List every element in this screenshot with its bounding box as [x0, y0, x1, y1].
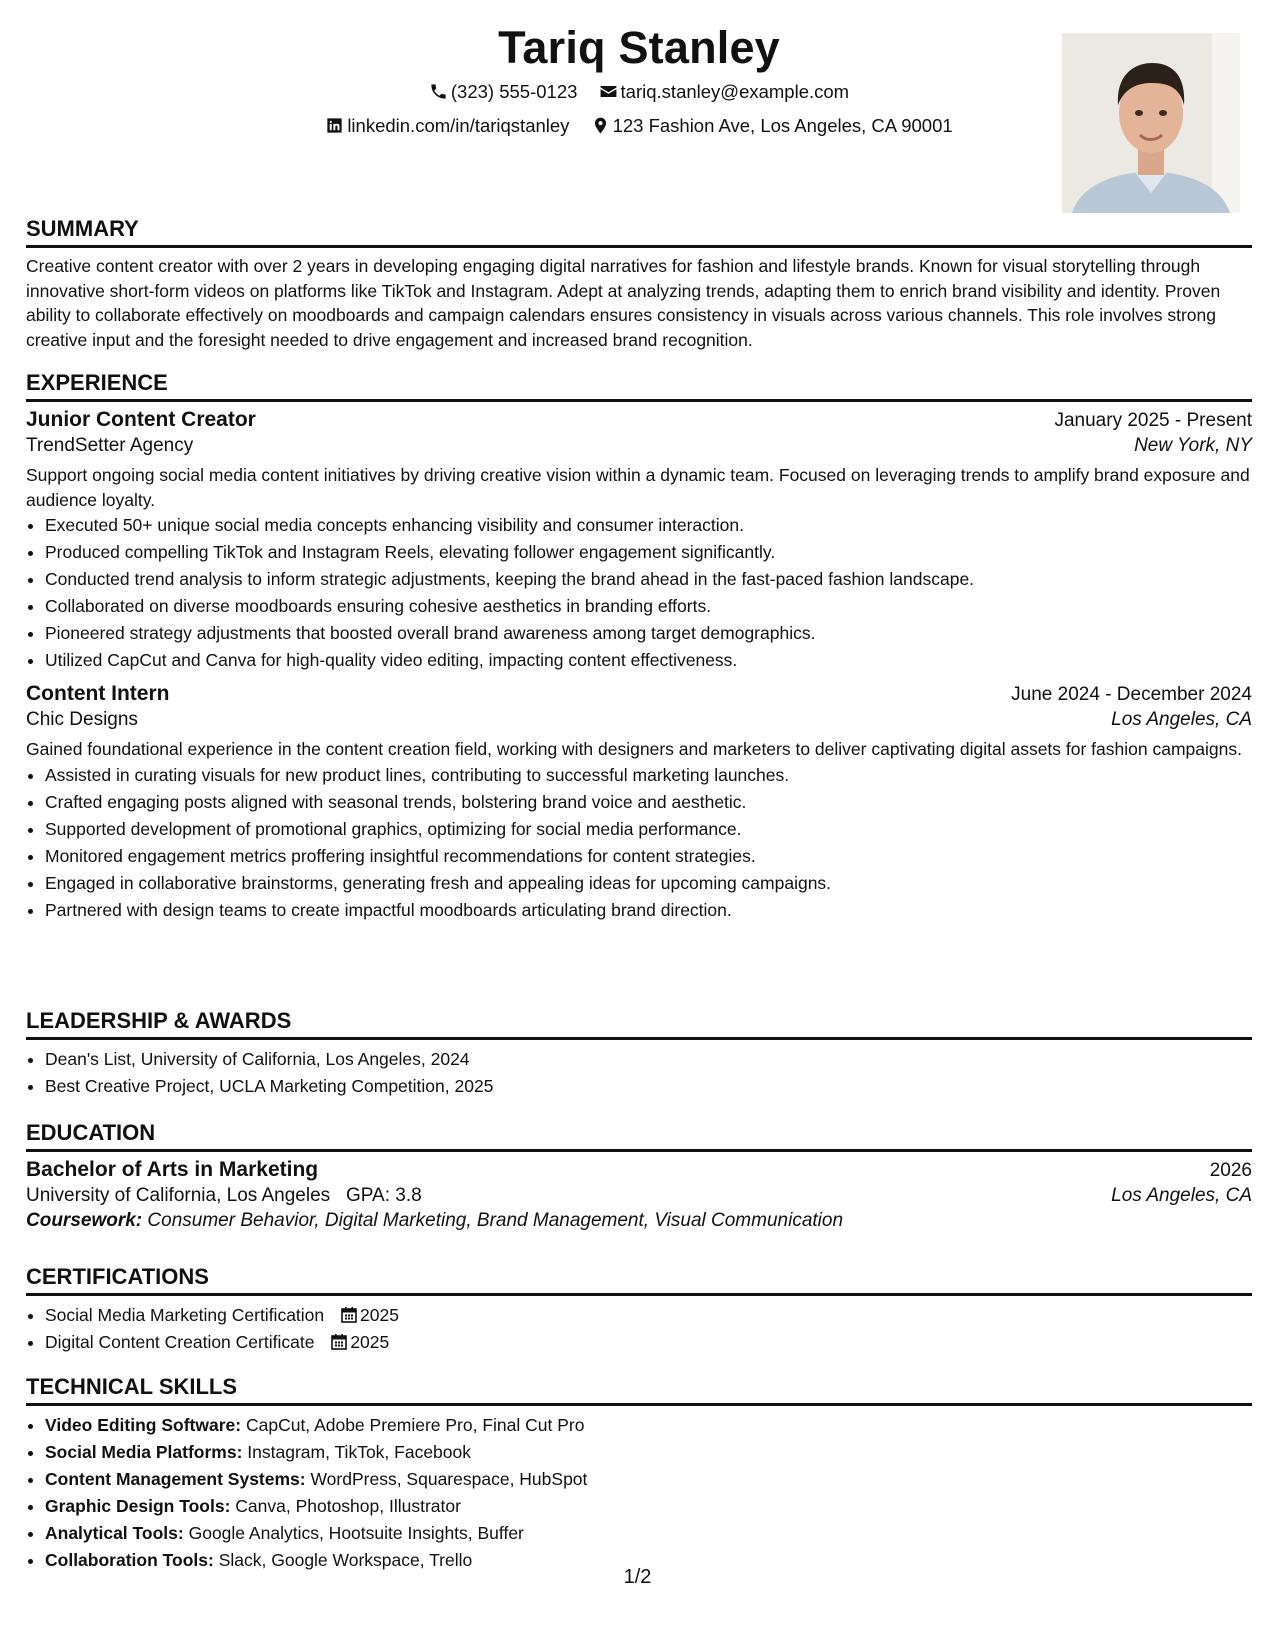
skill-label: Video Editing Software: — [45, 1415, 242, 1435]
list-item: • Produced compelling TikTok and Instagram Reels, elevating follower engagement significantly. — [45, 539, 1252, 566]
degree-title: Bachelor of Arts in Marketing — [26, 1158, 319, 1181]
list-item: • Executed 50+ unique social media concepts enhancing visibility and consumer interaction. — [45, 512, 1252, 539]
list-item — [45, 1329, 1252, 1356]
address-text: 123 Fashion Ave, Los Angeles, CA 90001 — [612, 115, 953, 136]
calendar-icon — [319, 1332, 350, 1352]
list-item: • Engaged in collaborative brainstorms, generating fresh and appealing ideas for upcoming campaigns. — [45, 870, 1252, 897]
list-item: • Assisted in curating visuals for new product lines, contributing to successful marketing launches. — [45, 762, 1252, 789]
skills-section — [26, 1372, 1252, 1574]
profile-photo — [1062, 33, 1240, 213]
map-pin-icon — [591, 116, 610, 135]
phone-contact — [429, 76, 578, 107]
email-contact[interactable] — [599, 76, 850, 107]
degree-year: 2026 — [1209, 1160, 1252, 1181]
coursework-label: Coursework: — [26, 1210, 143, 1231]
cert-name: Social Media Marketing Certification — [45, 1305, 325, 1325]
list-item: • Collaborated on diverse moodboards ensuring cohesive aesthetics in branding efforts. — [45, 593, 1252, 620]
phone-text: (323) 555-0123 — [450, 81, 578, 102]
job-subheader — [26, 709, 1252, 731]
linkedin-contact[interactable] — [325, 110, 569, 141]
skill-value: WordPress, Squarespace, HubSpot — [310, 1469, 588, 1489]
calendar-icon — [329, 1305, 360, 1325]
summary-text: Creative content creator with over 2 years in developing engaging digital narratives for fashion and lifestyle brands. Known for visual storytelling through innovative short-form videos on platforms like TikTok and Instagram. Adept at analyzing trends, adapting them to enrich brand visibility and identity. Proven ability to collaborate effectively on moodboards and campaign calendars ensures consistency in visuals across various channels. This role involves strong creative input and the foresight needed to drive engagement and increased brand recognition. — [26, 256, 1221, 350]
list-item: • Partnered with design teams to create impactful moodboards articulating brand direction. — [45, 897, 1252, 924]
awards-list — [26, 1046, 1252, 1100]
job-dates: January 2025 - Present — [1054, 410, 1252, 431]
job-dates: June 2024 - December 2024 — [1011, 684, 1252, 705]
summary-section — [26, 214, 1252, 352]
phone-icon — [429, 82, 448, 101]
list-item: • Supported development of promotional graphics, optimizing for social media performance. — [45, 816, 1252, 843]
job-header — [26, 682, 1252, 706]
skill-label: Content Management Systems: — [45, 1469, 306, 1489]
skill-value: Canva, Photoshop, Illustrator — [235, 1496, 461, 1516]
skill-value: Google Analytics, Hootsuite Insights, Buffer — [188, 1523, 524, 1543]
job-location: New York, NY — [1134, 435, 1252, 456]
list-item — [45, 1439, 1252, 1466]
section-title-experience: EXPERIENCE — [26, 368, 1252, 402]
certifications-list — [26, 1302, 1252, 1356]
envelope-icon — [599, 82, 618, 101]
school-name: University of California, Los Angeles — [26, 1185, 331, 1206]
job-company: Chic Designs — [26, 709, 138, 730]
list-item — [45, 1520, 1252, 1547]
section-title-education: EDUCATION — [26, 1118, 1252, 1152]
list-item: • Pioneered strategy adjustments that boosted overall brand awareness among target demographics. — [45, 620, 1252, 647]
cert-year: 2025 — [350, 1332, 390, 1352]
school-row — [26, 1185, 1252, 1207]
linkedin-link[interactable]: linkedin.com/in/tariqstanley — [347, 115, 570, 136]
address-contact — [591, 110, 953, 141]
list-item: • Conducted trend analysis to inform strategic adjustments, keeping the brand ahead in the fast-paced fashion landscape. — [45, 566, 1252, 593]
list-item: • Monitored engagement metrics proffering insightful recommendations for content strategies. — [45, 843, 1252, 870]
job-description: Gained foundational experience in the content creation field, working with designers and marketers to deliver captivating digital assets for fashion campaigns. — [26, 739, 1242, 759]
section-title-skills: TECHNICAL SKILLS — [26, 1372, 1252, 1406]
list-item — [45, 1466, 1252, 1493]
page-number: 1/2 — [623, 1566, 652, 1588]
section-title-certifications: CERTIFICATIONS — [26, 1262, 1252, 1296]
skill-value: CapCut, Adobe Premiere Pro, Final Cut Pro — [245, 1415, 585, 1435]
skill-label: Graphic Design Tools: — [45, 1496, 231, 1516]
job-bullets — [26, 512, 1252, 674]
list-item: • Dean's List, University of California, Los Angeles, 2024 — [45, 1046, 1252, 1073]
school-info — [26, 1185, 422, 1207]
list-item — [45, 1302, 1252, 1329]
job-location: Los Angeles, CA — [1111, 709, 1252, 730]
coursework-text: Consumer Behavior, Digital Marketing, Brand Management, Visual Communication — [147, 1210, 844, 1231]
job-entry — [26, 408, 1252, 674]
skill-label: Collaboration Tools: — [45, 1550, 214, 1570]
linkedin-icon — [325, 116, 344, 135]
list-item — [45, 1412, 1252, 1439]
job-description: Support ongoing social media content initiatives by driving creative vision within a dynamic team. Focused on leveraging trends to amplify brand exposure and audience loyalty. — [26, 465, 1250, 510]
job-title: Junior Content Creator — [26, 408, 256, 431]
job-bullets — [26, 762, 1252, 924]
skill-value: Slack, Google Workspace, Trello — [218, 1550, 473, 1570]
candidate-name: Tariq Stanley — [498, 22, 780, 73]
email-link[interactable]: tariq.stanley@example.com — [620, 81, 850, 102]
certifications-section — [26, 1262, 1252, 1356]
leadership-section — [26, 1006, 1252, 1100]
job-header — [26, 408, 1252, 432]
resume-page — [26, 0, 1252, 1650]
coursework-row — [26, 1210, 1252, 1232]
cert-year: 2025 — [360, 1305, 399, 1325]
job-subheader — [26, 435, 1252, 457]
job-entry — [26, 682, 1252, 924]
section-title-leadership: LEADERSHIP & AWARDS — [26, 1006, 1252, 1040]
degree-row — [26, 1158, 1252, 1182]
skill-value: Instagram, TikTok, Facebook — [247, 1442, 472, 1462]
skill-label: Social Media Platforms: — [45, 1442, 243, 1462]
school-location: Los Angeles, CA — [1111, 1185, 1252, 1206]
job-company: TrendSetter Agency — [26, 435, 194, 456]
skill-label: Analytical Tools: — [45, 1523, 184, 1543]
skills-list — [26, 1412, 1252, 1574]
list-item: • Crafted engaging posts aligned with seasonal trends, bolstering brand voice and aesthetic. — [45, 789, 1252, 816]
cert-name: Digital Content Creation Certificate — [45, 1332, 315, 1352]
list-item: • Utilized CapCut and Canva for high-quality video editing, impacting content effectiveness. — [45, 647, 1252, 674]
list-item: • Best Creative Project, UCLA Marketing Competition, 2025 — [45, 1073, 1252, 1100]
section-title-summary: SUMMARY — [26, 214, 1252, 248]
job-title: Content Intern — [26, 682, 170, 705]
education-section — [26, 1118, 1252, 1232]
experience-section — [26, 368, 1252, 924]
list-item — [45, 1493, 1252, 1520]
gpa-text: GPA: 3.8 — [346, 1185, 422, 1206]
